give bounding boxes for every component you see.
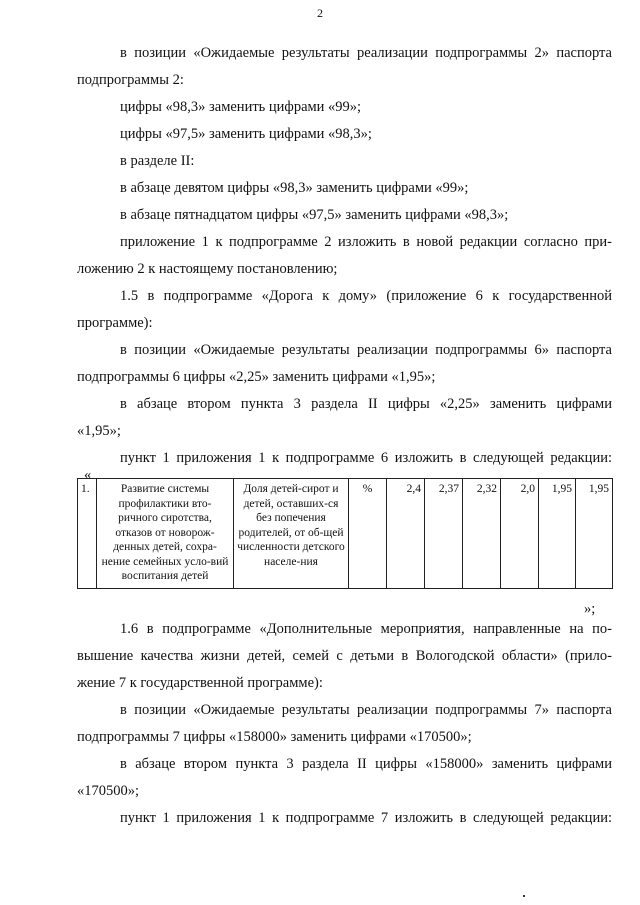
paragraph-line: программе): [77,315,153,331]
paragraph-line: цифры «97,5» заменить цифрами «98,3»; [120,126,372,142]
paragraph-line: вышение качества жизни детей, семей с детьми в Вологодской области» (прило- [77,648,612,664]
unit-cell: % [349,479,387,589]
page-number: 2 [317,6,323,20]
paragraph-line: в абзаце втором пункта 3 раздела II цифры «2,25» заменить цифрами [120,396,612,412]
paragraph-line: в разделе II: [120,153,195,169]
task-cell: Развитие системы профилактики вто-ричного сиротства, отказов от новорож-денных детей, сохра-нение семейных усло-вий воспитания детей [97,479,234,589]
close-quote: »; [584,601,596,617]
paragraph-line: пункт 1 приложения 1 к подпрограмме 7 изложить в следующей редакции: [120,810,612,826]
paragraph-line: «1,95»; [77,423,121,439]
paragraph-line: ложению 2 к настоящему постановлению; [77,261,338,277]
paragraph-line: подпрограммы 7 цифры «158000» заменить цифрами «170500»; [77,729,472,745]
scan-speck [523,895,525,897]
paragraph-line: в абзаце втором пункта 3 раздела II цифры «158000» заменить цифрами [120,756,612,772]
paragraph-line: в позиции «Ожидаемые результаты реализации подпрограммы 6» паспорта [120,342,612,358]
paragraph-line: жение 7 к государственной программе): [77,675,323,691]
paragraph-line: 1.6 в подпрограмме «Дополнительные мероприятия, направленные на по- [120,621,612,637]
row-number-cell: 1. [78,479,97,589]
indicator-table [77,478,613,589]
indicator-cell: Доля детей-сирот и детей, оставших-ся без попечения родителей, от об-щей численности детского населе-ния [234,479,349,589]
value-cell: 1,95 [576,479,613,589]
paragraph-line: пункт 1 приложения 1 к подпрограмме 6 изложить в следующей редакции: [120,450,612,466]
table-row [78,479,613,589]
paragraph-line: подпрограммы 2: [77,72,184,88]
paragraph-line: приложение 1 к подпрограмме 2 изложить в новой редакции согласно при- [120,234,612,250]
paragraph-line: цифры «98,3» заменить цифрами «99»; [120,99,362,115]
paragraph-line: подпрограммы 6 цифры «2,25» заменить цифрами «1,95»; [77,369,436,385]
paragraph-line: в позиции «Ожидаемые результаты реализации подпрограммы 2» паспорта [120,45,612,61]
paragraph-line: в абзаце пятнадцатом цифры «97,5» заменить цифрами «98,3»; [120,207,509,223]
value-cell: 1,95 [539,479,576,589]
paragraph-line: в абзаце девятом цифры «98,3» заменить цифрами «99»; [120,180,469,196]
value-cell: 2,32 [463,479,501,589]
value-cell: 2,0 [501,479,539,589]
value-cell: 2,37 [425,479,463,589]
paragraph-line: в позиции «Ожидаемые результаты реализации подпрограммы 7» паспорта [120,702,612,718]
open-quote: « [84,467,92,483]
paragraph-line: «170500»; [77,783,140,799]
paragraph-line: 1.5 в подпрограмме «Дорога к дому» (приложение 6 к государственной [120,288,612,304]
value-cell: 2,4 [387,479,425,589]
